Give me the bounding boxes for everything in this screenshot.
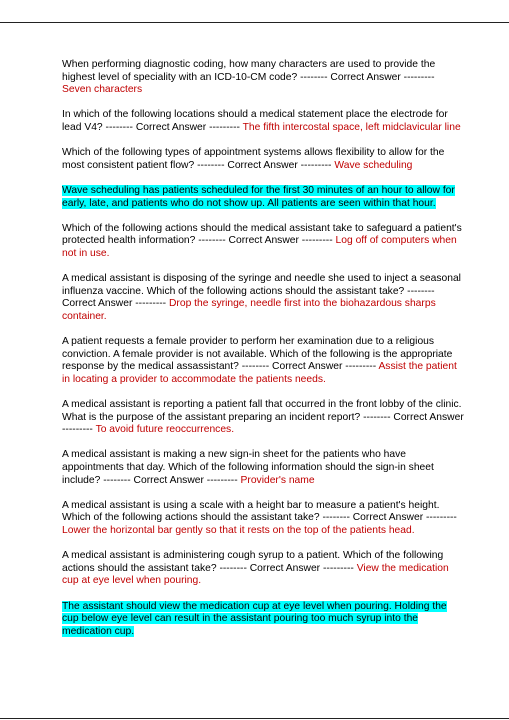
qa-item — [62, 449, 464, 487]
question-text: In which of the following locations should a medical statement place the electrode for lead V4? — [62, 109, 448, 133]
document-body — [62, 59, 464, 651]
correct-answer-separator: -------- Correct Answer --------- — [300, 71, 435, 83]
explanation-text: Wave scheduling has patients scheduled for the first 30 minutes of an hour to allow for early, late, and patients who do not show up. All patients are seen within that hour. — [62, 184, 455, 209]
question-text: A medical assistant is reporting a patient fall that occurred in the front lobby of the clinic. What is the purpose of the assistant preparing an incident report? — [62, 399, 462, 423]
bottom-rule — [0, 718, 509, 719]
question-text: When performing diagnostic coding, how many characters are used to provide the highest level of speciality with an ICD-10-CM code? — [62, 59, 436, 83]
answer-text: Lower the horizontal bar gently so that it rests on the top of the patients head. — [62, 524, 415, 536]
question-text: A medical assistant is disposing of the syringe and needle she used to inject a seasonal influenza vaccine. Which of the following actions should the assistant take? — [62, 273, 461, 297]
question-text: A medical assistant is making a new sign-in sheet for the patients who have appointments that day. Which of the following information should the sign-in sheet include? — [62, 449, 434, 486]
correct-answer-separator: -------- Correct Answer --------- — [62, 285, 435, 310]
correct-answer-separator: -------- Correct Answer --------- — [62, 411, 464, 436]
answer-text: Assist the patient in locating a provider to accommodate the patients needs. — [62, 361, 457, 385]
answer-text: The fifth intercostal space, left midclavicular line — [242, 121, 461, 133]
correct-answer-separator: -------- Correct Answer --------- — [105, 121, 240, 133]
qa-item — [62, 336, 464, 386]
highlighted-explanation — [62, 185, 464, 210]
answer-text: View the medication cup at eye level when pouring. — [62, 562, 449, 587]
qa-item — [62, 59, 464, 97]
correct-answer-separator: -------- Correct Answer --------- — [198, 235, 333, 247]
correct-answer-separator: -------- Correct Answer --------- — [197, 159, 332, 171]
qa-item — [62, 399, 464, 437]
qa-item — [62, 550, 464, 588]
answer-text: Provider's name — [240, 474, 315, 486]
correct-answer-separator: -------- Correct Answer --------- — [219, 562, 354, 574]
answer-text: To avoid future reoccurrences. — [95, 424, 235, 436]
qa-item — [62, 273, 464, 323]
correct-answer-separator: -------- Correct Answer --------- — [241, 361, 377, 373]
qa-item — [62, 109, 464, 134]
qa-item — [62, 147, 464, 172]
question-text: A medical assistant is using a scale with a height bar to measure a patient's height. Which of the following actions should the assistant take? — [62, 499, 440, 524]
question-text: A medical assistant is administering cough syrup to a patient. Which of the following actions should the assistant take? — [62, 550, 444, 574]
highlighted-explanation — [62, 601, 464, 639]
correct-answer-separator: -------- Correct Answer --------- — [322, 512, 457, 524]
top-rule — [0, 22, 509, 23]
explanation-text: The assistant should view the medication cup at eye level when pouring. Holding the cup below eye level can result in the assistant pouring too much syrup into the medication cup. — [62, 600, 447, 637]
answer-text: Seven characters — [62, 84, 143, 96]
answer-text: Log off of computers when not in use. — [62, 235, 457, 259]
answer-text: Wave scheduling — [334, 159, 413, 171]
answer-text: Drop the syringe, needle first into the biohazardous sharps container. — [62, 298, 436, 322]
question-text: Which of the following actions should the medical assistant take to safeguard a patient's protected health information? — [62, 222, 462, 247]
question-text: A patient requests a female provider to perform her examination due to a religious conviction. A female provider is not available. Which of the following is the appropriate response by the medical assassistant? — [62, 336, 453, 373]
qa-item — [62, 223, 464, 261]
question-text: Which of the following types of appointment systems allows flexibility to allow for the most consistent patient flow? — [62, 147, 445, 171]
correct-answer-separator: -------- Correct Answer --------- — [103, 474, 238, 486]
qa-item — [62, 500, 464, 538]
